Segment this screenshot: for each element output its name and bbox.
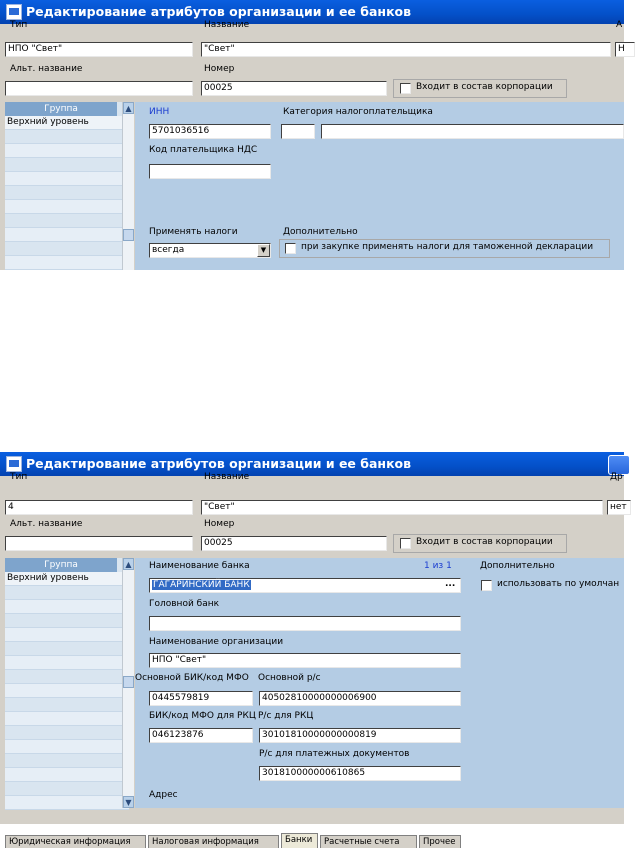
grid-row-empty [5,726,129,740]
label-address: Адрес [149,790,178,800]
number-field[interactable]: 00025 [201,81,387,96]
name-field[interactable]: "Свет" [201,42,611,57]
form-body [0,20,625,270]
bank-name-field[interactable] [149,578,461,593]
alt-name-field[interactable] [5,81,193,96]
rkc-bik-field[interactable]: 046123876 [149,728,253,743]
lookup-button[interactable]: ... [445,579,456,589]
grid-row-empty [5,242,129,256]
label-payment-account: Р/с для платежных документов [259,749,410,759]
corp-checkbox-label: Входит в состав корпорации [416,82,553,92]
alt-name-field[interactable] [5,536,193,551]
label-number: Номер [204,64,235,74]
grid-row-empty [5,614,129,628]
label-right-clip: А [616,20,623,30]
customs-checkbox-label: при закупке применять налоги для таможенной декларации [301,242,594,252]
app-icon [6,456,22,472]
bank-name-value: ГАГАРИНСКИЙ БАНК [153,580,250,590]
grid-header[interactable]: Группа [5,558,117,572]
tab-legal-info[interactable]: Юридическая информация [5,835,146,848]
label-alt-name: Альт. название [10,64,83,74]
label-additional: Дополнительно [283,227,358,237]
grid-row-empty [5,256,129,270]
payment-account-field[interactable]: 301810000000610865 [259,766,461,781]
grid-row-empty [5,130,129,144]
grid-row-empty [5,186,129,200]
group-grid[interactable] [5,102,132,270]
dropdown-arrow-icon[interactable]: ▼ [257,244,270,257]
label-type: Тип [10,20,28,30]
type-field[interactable]: 4 [5,500,193,515]
grid-row-empty [5,600,129,614]
label-head-bank: Головной банк [149,599,220,609]
record-counter: 1 из 1 [424,561,452,571]
apply-taxes-select[interactable]: всегда [149,243,271,258]
grid-scrollbar[interactable] [122,102,134,270]
corp-checkbox[interactable] [400,538,411,549]
window-banks [0,452,627,847]
head-bank-field[interactable] [149,616,461,631]
grid-row-empty [5,228,129,242]
type-field[interactable]: НПО "Свет" [5,42,193,57]
label-bank-name: Наименование банка [149,561,250,571]
form-body [0,472,627,847]
label-rkc-account: Р/с для РКЦ [258,711,314,721]
label-rkc-bik: БИК/код МФО для РКЦ [149,711,256,721]
grid-row-empty [5,684,129,698]
tab-other[interactable]: Прочее [419,835,461,848]
label-alt-name: Альт. название [10,519,83,529]
label-main-account: Основной р/с [258,673,321,683]
inn-field[interactable]: 5701036516 [149,124,271,139]
customs-checkbox[interactable] [285,243,296,254]
grid-row-empty [5,158,129,172]
window-title: Редактирование атрибутов организации и ее банков [26,456,412,471]
corp-checkbox-label: Входит в состав корпорации [416,537,553,547]
grid-row-empty [5,796,129,810]
grid-row-empty [5,768,129,782]
scroll-thumb[interactable] [123,676,134,688]
bank-panel [135,558,624,808]
window-title: Редактирование атрибутов организации и ее банков [26,4,412,19]
default-checkbox-label: использовать по умолчан [497,579,620,589]
grid-row-empty [5,200,129,214]
grid-scrollbar[interactable] [122,558,134,808]
grid-header[interactable]: Группа [5,102,117,116]
corp-checkbox[interactable] [400,83,411,94]
right-clipped-field[interactable]: Н [615,42,635,57]
tax-panel [135,102,624,270]
label-right-clip: Др [610,472,623,482]
label-name: Название [204,472,250,482]
label-additional: Дополнительно [480,561,555,571]
title-bar[interactable] [0,0,624,24]
tab-tax-info[interactable]: Налоговая информация [148,835,279,848]
scroll-down-icon[interactable]: ▼ [123,796,134,808]
grid-row-empty [5,782,129,796]
grid-row-empty [5,754,129,768]
tab-accounts[interactable]: Расчетные счета [320,835,417,848]
grid-row-empty [5,144,129,158]
scroll-thumb[interactable] [123,229,134,241]
grid-row-empty [5,670,129,684]
label-org-name: Наименование организации [149,637,284,647]
app-icon [6,4,22,20]
scroll-up-icon[interactable]: ▲ [123,102,134,114]
grid-row-empty [5,628,129,642]
group-grid[interactable] [5,558,132,808]
vat-code-field[interactable] [149,164,271,179]
org-name-field[interactable]: НПО "Свет" [149,653,461,668]
rkc-account-field[interactable]: 30101810000000000819 [259,728,461,743]
label-type: Тип [10,472,28,482]
tab-banks[interactable]: Банки [281,833,318,848]
grid-row[interactable]: Верхний уровень [5,116,129,130]
main-account-field[interactable]: 40502810000000006900 [259,691,461,706]
default-checkbox[interactable] [481,580,492,591]
taxpayer-category-field[interactable] [321,124,624,139]
number-field[interactable]: 00025 [201,536,387,551]
grid-row-empty [5,698,129,712]
right-clipped-field[interactable]: нет [607,500,631,515]
taxpayer-category-code-field[interactable] [281,124,315,139]
label-apply-taxes: Применять налоги [149,227,238,237]
grid-row-empty [5,740,129,754]
label-main-bik: Основной БИК/код МФО [135,673,249,683]
grid-row-empty [5,656,129,670]
window-tax-info [0,0,624,270]
main-bik-field[interactable]: 0445579819 [149,691,253,706]
label-number: Номер [204,519,235,529]
scroll-up-icon[interactable]: ▲ [123,558,134,570]
label-name: Название [204,20,250,30]
grid-row-empty [5,712,129,726]
grid-row-empty [5,642,129,656]
label-inn: ИНН [149,107,170,117]
grid-row-empty [5,586,129,600]
name-field[interactable]: "Свет" [201,500,603,515]
grid-row-empty [5,214,129,228]
title-bar[interactable] [0,452,624,476]
label-vat-code: Код плательщика НДС [149,145,258,155]
label-taxpayer-category: Категория налогоплательщика [283,107,433,117]
grid-row[interactable]: Верхний уровень [5,572,129,586]
grid-row-empty [5,172,129,186]
